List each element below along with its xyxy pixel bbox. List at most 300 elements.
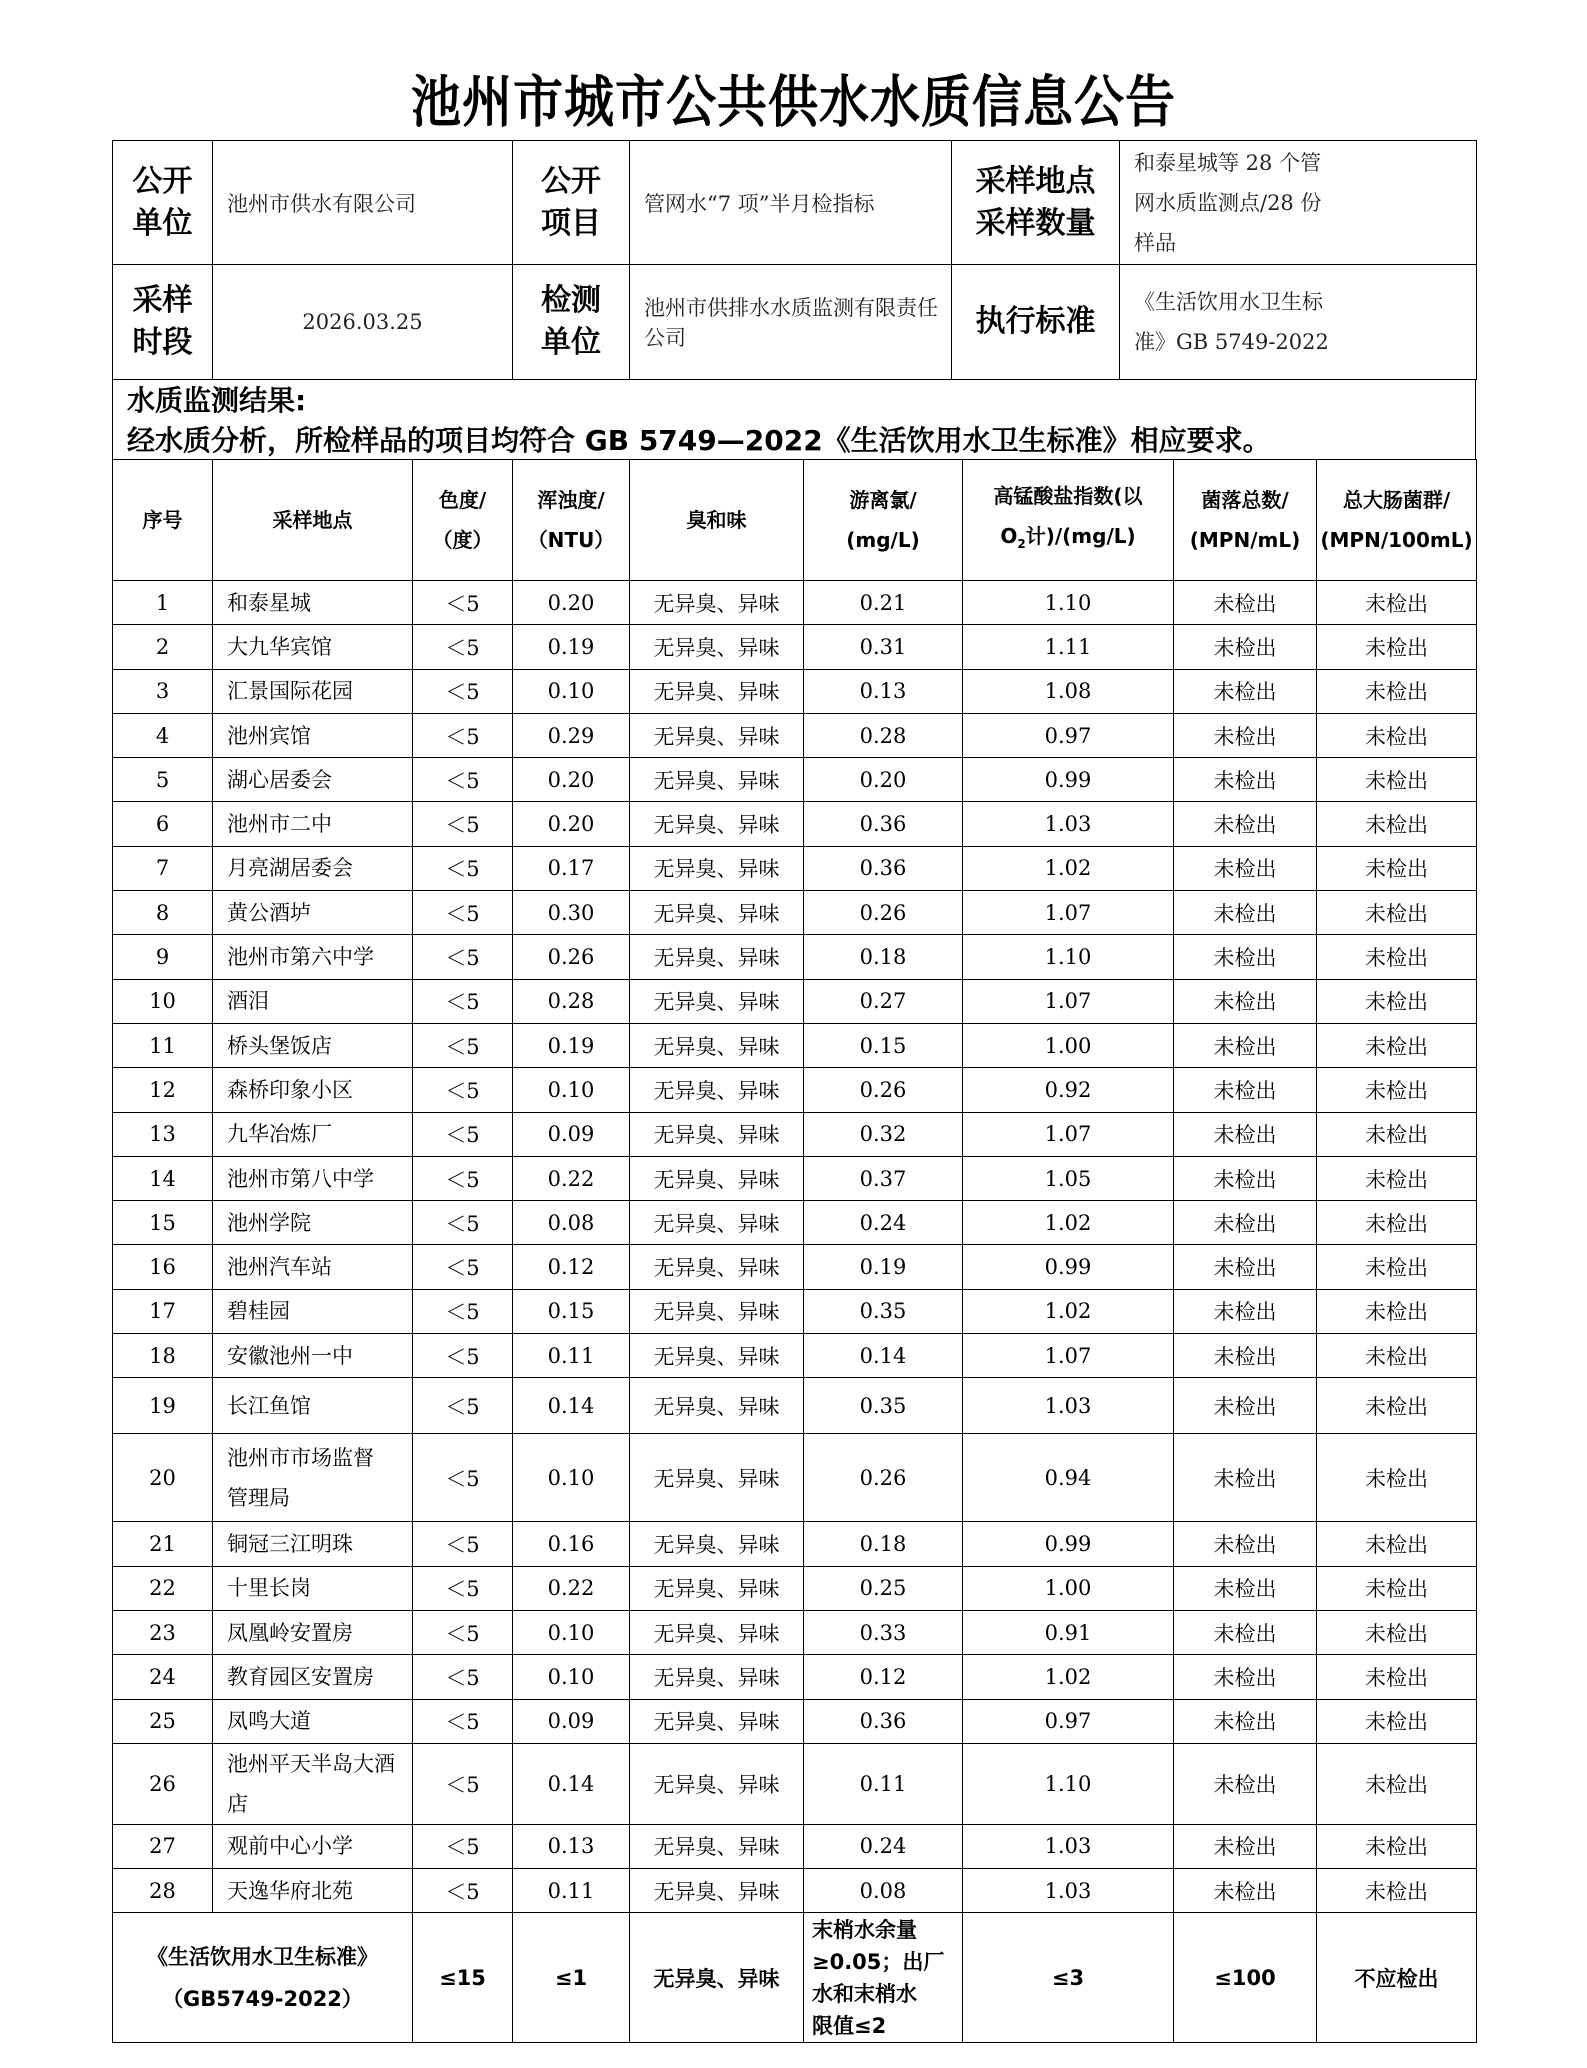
cell-color: ＜5 <box>413 669 513 713</box>
cell-odor: 无异臭、异味 <box>630 1434 804 1522</box>
cell-color: ＜5 <box>413 979 513 1023</box>
cell-chlorine: 0.19 <box>804 1245 963 1289</box>
standard-chlorine-line: 限值≤2 <box>812 2013 887 2038</box>
cell-turbidity: 0.22 <box>513 1566 630 1610</box>
cell-colony: 未检出 <box>1174 1610 1317 1654</box>
table-row <box>113 1869 1477 1913</box>
cell-color: ＜5 <box>413 1743 513 1824</box>
standard-turbidity: ≤1 <box>513 1913 630 2043</box>
cell-cod: 1.00 <box>963 1023 1174 1067</box>
cell-turbidity: 0.10 <box>513 1655 630 1699</box>
cell-cod: 0.99 <box>963 1522 1174 1566</box>
cell-color: ＜5 <box>413 1434 513 1522</box>
cell-site: 汇景国际花园 <box>213 669 413 713</box>
cell-colony: 未检出 <box>1174 1156 1317 1200</box>
label-line: 项目 <box>541 205 601 241</box>
cell-colony: 未检出 <box>1174 1655 1317 1699</box>
table-row <box>113 802 1477 846</box>
cell-odor: 无异臭、异味 <box>630 1023 804 1067</box>
value-line: 准》GB 5749-2022 <box>1134 330 1329 354</box>
standard-name-line: （GB5749-2022） <box>162 1986 363 2011</box>
standard-name <box>113 1913 413 2043</box>
cell-coliform: 未检出 <box>1317 625 1477 669</box>
cell-site: 桥头堡饭店 <box>213 1023 413 1067</box>
cell-coliform: 未检出 <box>1317 581 1477 625</box>
cell-cod: 1.00 <box>963 1566 1174 1610</box>
cell-colony: 未检出 <box>1174 979 1317 1023</box>
cell-cod: 0.94 <box>963 1434 1174 1522</box>
cell-no: 10 <box>113 979 213 1023</box>
cell-turbidity: 0.16 <box>513 1522 630 1566</box>
cell-no: 16 <box>113 1245 213 1289</box>
cell-odor: 无异臭、异味 <box>630 1610 804 1654</box>
table-row <box>113 1743 1477 1824</box>
cell-color: ＜5 <box>413 1245 513 1289</box>
cell-site: 池州市二中 <box>213 802 413 846</box>
cell-colony: 未检出 <box>1174 1068 1317 1112</box>
cell-chlorine: 0.24 <box>804 1201 963 1245</box>
cell-coliform: 未检出 <box>1317 846 1477 890</box>
label-line: 单位 <box>541 325 601 360</box>
cell-colony: 未检出 <box>1174 713 1317 757</box>
cell-coliform: 未检出 <box>1317 1378 1477 1434</box>
header-fragment: 计)/(mg/L) <box>1025 524 1136 548</box>
cell-coliform: 未检出 <box>1317 1245 1477 1289</box>
table-row <box>113 625 1477 669</box>
cell-no: 5 <box>113 758 213 802</box>
cell-turbidity: 0.20 <box>513 802 630 846</box>
cell-no: 12 <box>113 1068 213 1112</box>
cell-site: 铜冠三江明珠 <box>213 1522 413 1566</box>
cell-odor: 无异臭、异味 <box>630 935 804 979</box>
header-line: (MPN/mL) <box>1189 528 1301 552</box>
cell-site: 长江鱼馆 <box>213 1378 413 1434</box>
cell-turbidity: 0.19 <box>513 1023 630 1067</box>
cell-turbidity: 0.26 <box>513 935 630 979</box>
cell-no: 13 <box>113 1112 213 1156</box>
cell-no: 20 <box>113 1434 213 1522</box>
cell-coliform: 未检出 <box>1317 979 1477 1023</box>
lab-value: 池州市供排水水质监测有限责任公司 <box>630 265 952 380</box>
cell-no: 1 <box>113 581 213 625</box>
header-odor <box>630 460 804 581</box>
standard-odor: 无异臭、异味 <box>630 1913 804 2043</box>
cell-turbidity: 0.20 <box>513 581 630 625</box>
cell-no: 18 <box>113 1334 213 1378</box>
cell-cod: 1.07 <box>963 979 1174 1023</box>
cell-odor: 无异臭、异味 <box>630 758 804 802</box>
cell-coliform: 未检出 <box>1317 1610 1477 1654</box>
cell-colony: 未检出 <box>1174 581 1317 625</box>
cell-colony: 未检出 <box>1174 1245 1317 1289</box>
cell-site: 十里长岗 <box>213 1566 413 1610</box>
table-row <box>113 1289 1477 1333</box>
sampling-label <box>952 141 1120 265</box>
info-row-2 <box>113 265 1477 380</box>
cell-color: ＜5 <box>413 1522 513 1566</box>
cell-turbidity: 0.11 <box>513 1869 630 1913</box>
cell-chlorine: 0.20 <box>804 758 963 802</box>
header-line: 菌落总数/ <box>1201 488 1289 512</box>
cell-coliform: 未检出 <box>1317 1068 1477 1112</box>
cell-no: 22 <box>113 1566 213 1610</box>
cell-cod: 0.99 <box>963 758 1174 802</box>
cell-chlorine: 0.15 <box>804 1023 963 1067</box>
cell-cod: 0.99 <box>963 1245 1174 1289</box>
cell-site: 观前中心小学 <box>213 1824 413 1868</box>
standard-value <box>1120 265 1477 380</box>
cell-coliform: 未检出 <box>1317 802 1477 846</box>
cell-turbidity: 0.28 <box>513 979 630 1023</box>
cell-odor: 无异臭、异味 <box>630 625 804 669</box>
header-line: 游离氯/ <box>849 488 917 512</box>
standard-chlorine-line: 末梢水余量 <box>812 1917 917 1942</box>
header-chlorine <box>804 460 963 581</box>
cell-colony: 未检出 <box>1174 1201 1317 1245</box>
cell-site: 池州汽车站 <box>213 1245 413 1289</box>
header-line <box>963 516 1173 564</box>
cell-site: 和泰星城 <box>213 581 413 625</box>
cell-cod: 1.10 <box>963 935 1174 979</box>
header-line: 高锰酸盐指数(以 <box>993 484 1143 508</box>
cell-odor: 无异臭、异味 <box>630 1869 804 1913</box>
table-row <box>113 713 1477 757</box>
cell-turbidity: 0.15 <box>513 1289 630 1333</box>
cell-odor: 无异臭、异味 <box>630 1655 804 1699</box>
cell-site: 池州市市场监督管理局 <box>213 1434 413 1522</box>
cell-colony: 未检出 <box>1174 1434 1317 1522</box>
cell-color: ＜5 <box>413 1023 513 1067</box>
cell-odor: 无异臭、异味 <box>630 669 804 713</box>
cell-coliform: 未检出 <box>1317 758 1477 802</box>
cell-colony: 未检出 <box>1174 625 1317 669</box>
cell-turbidity: 0.08 <box>513 1201 630 1245</box>
header-line: (MPN/100mL) <box>1320 528 1473 552</box>
table-row <box>113 758 1477 802</box>
cell-colony: 未检出 <box>1174 1112 1317 1156</box>
cell-colony: 未检出 <box>1174 1824 1317 1868</box>
cell-color: ＜5 <box>413 1699 513 1743</box>
cell-cod: 1.10 <box>963 581 1174 625</box>
header-line: 浑浊度/ <box>537 488 605 512</box>
cell-chlorine: 0.14 <box>804 1334 963 1378</box>
label-line: 公开 <box>541 163 601 199</box>
cell-no: 11 <box>113 1023 213 1067</box>
header-line: 序号 <box>142 508 183 532</box>
cell-coliform: 未检出 <box>1317 935 1477 979</box>
cell-chlorine: 0.36 <box>804 802 963 846</box>
cell-turbidity: 0.14 <box>513 1743 630 1824</box>
cell-odor: 无异臭、异味 <box>630 1378 804 1434</box>
cell-cod: 1.02 <box>963 1201 1174 1245</box>
header-line: 总大肠菌群/ <box>1342 488 1451 512</box>
cell-coliform: 未检出 <box>1317 1434 1477 1522</box>
cell-coliform: 未检出 <box>1317 1201 1477 1245</box>
cell-turbidity: 0.13 <box>513 1824 630 1868</box>
cell-chlorine: 0.18 <box>804 935 963 979</box>
cell-turbidity: 0.10 <box>513 1068 630 1112</box>
header-line: （度） <box>432 528 493 552</box>
table-row <box>113 1655 1477 1699</box>
cell-chlorine: 0.32 <box>804 1112 963 1156</box>
cell-coliform: 未检出 <box>1317 1334 1477 1378</box>
sampling-value <box>1120 141 1477 265</box>
header-fragment: O <box>1000 524 1018 548</box>
cell-colony: 未检出 <box>1174 935 1317 979</box>
cell-chlorine: 0.28 <box>804 713 963 757</box>
cell-color: ＜5 <box>413 758 513 802</box>
cell-cod: 0.97 <box>963 713 1174 757</box>
cell-coliform: 未检出 <box>1317 1566 1477 1610</box>
table-row <box>113 846 1477 890</box>
standard-name-line: 《生活饮用水卫生标准》 <box>147 1944 378 1969</box>
results-section <box>112 379 1476 459</box>
cell-no: 14 <box>113 1156 213 1200</box>
cell-turbidity: 0.10 <box>513 1610 630 1654</box>
table-row <box>113 1068 1477 1112</box>
cell-coliform: 未检出 <box>1317 891 1477 935</box>
label-line: 采样地点 <box>975 163 1096 199</box>
cell-cod: 1.03 <box>963 1378 1174 1434</box>
cell-colony: 未检出 <box>1174 1378 1317 1434</box>
cell-no: 2 <box>113 625 213 669</box>
table-row <box>113 1610 1477 1654</box>
cell-chlorine: 0.24 <box>804 1824 963 1868</box>
cell-odor: 无异臭、异味 <box>630 891 804 935</box>
cell-chlorine: 0.35 <box>804 1378 963 1434</box>
cell-color: ＜5 <box>413 891 513 935</box>
cell-cod: 0.91 <box>963 1610 1174 1654</box>
cell-color: ＜5 <box>413 1201 513 1245</box>
lab-label <box>513 265 630 380</box>
value-line: 和泰星城等 28 个管 <box>1134 150 1322 175</box>
cell-turbidity: 0.14 <box>513 1378 630 1434</box>
cell-coliform: 未检出 <box>1317 1023 1477 1067</box>
header-line: (mg/L) <box>846 528 920 552</box>
cell-cod: 1.10 <box>963 1743 1174 1824</box>
cell-coliform: 未检出 <box>1317 1869 1477 1913</box>
water-quality-table <box>112 459 1477 2043</box>
cell-odor: 无异臭、异味 <box>630 1201 804 1245</box>
cell-cod: 1.05 <box>963 1156 1174 1200</box>
cell-odor: 无异臭、异味 <box>630 1522 804 1566</box>
cell-coliform: 未检出 <box>1317 1824 1477 1868</box>
cell-chlorine: 0.11 <box>804 1743 963 1824</box>
cell-colony: 未检出 <box>1174 669 1317 713</box>
cell-cod: 1.02 <box>963 1655 1174 1699</box>
cell-coliform: 未检出 <box>1317 1156 1477 1200</box>
cell-no: 6 <box>113 802 213 846</box>
cell-coliform: 未检出 <box>1317 1522 1477 1566</box>
cell-cod: 0.92 <box>963 1068 1174 1112</box>
cell-odor: 无异臭、异味 <box>630 1334 804 1378</box>
standard-color: ≤15 <box>413 1913 513 2043</box>
label-line: 单位 <box>132 205 193 241</box>
cell-coliform: 未检出 <box>1317 1743 1477 1824</box>
subscript: 2 <box>1017 537 1026 551</box>
cell-color: ＜5 <box>413 846 513 890</box>
cell-site: 池州市第六中学 <box>213 935 413 979</box>
cell-no: 24 <box>113 1655 213 1699</box>
cell-chlorine: 0.13 <box>804 669 963 713</box>
cell-colony: 未检出 <box>1174 1869 1317 1913</box>
cell-chlorine: 0.26 <box>804 1068 963 1112</box>
cell-no: 19 <box>113 1378 213 1434</box>
cell-no: 3 <box>113 669 213 713</box>
cell-color: ＜5 <box>413 1156 513 1200</box>
header-no <box>113 460 213 581</box>
table-row <box>113 1824 1477 1868</box>
cell-site: 池州宾馆 <box>213 713 413 757</box>
publisher-value: 池州市供水有限公司 <box>213 141 513 265</box>
info-table <box>112 140 1477 380</box>
cell-coliform: 未检出 <box>1317 1655 1477 1699</box>
cell-no: 9 <box>113 935 213 979</box>
header-line: （NTU） <box>527 528 615 552</box>
publisher-label <box>113 141 213 265</box>
info-row-1 <box>113 141 1477 265</box>
cell-odor: 无异臭、异味 <box>630 1156 804 1200</box>
cell-odor: 无异臭、异味 <box>630 1566 804 1610</box>
table-row <box>113 669 1477 713</box>
cell-no: 27 <box>113 1824 213 1868</box>
header-coliform <box>1317 460 1477 581</box>
results-conclusion: 经水质分析，所检样品的项目均符合 GB 5749—2022《生活饮用水卫生标准》相应要求。 <box>127 424 1271 457</box>
cell-chlorine: 0.37 <box>804 1156 963 1200</box>
item-value: 管网水“7 项”半月检指标 <box>630 141 952 265</box>
cell-chlorine: 0.36 <box>804 1699 963 1743</box>
cell-color: ＜5 <box>413 1112 513 1156</box>
cell-odor: 无异臭、异味 <box>630 802 804 846</box>
table-row <box>113 1434 1477 1522</box>
cell-odor: 无异臭、异味 <box>630 713 804 757</box>
header-line: 色度/ <box>438 488 487 512</box>
cell-coliform: 未检出 <box>1317 1699 1477 1743</box>
cell-cod: 1.03 <box>963 1869 1174 1913</box>
cell-odor: 无异臭、异味 <box>630 1245 804 1289</box>
cell-colony: 未检出 <box>1174 758 1317 802</box>
cell-site: 黄公酒垆 <box>213 891 413 935</box>
standard-limits-row <box>113 1913 1477 2043</box>
cell-color: ＜5 <box>413 625 513 669</box>
cell-color: ＜5 <box>413 1334 513 1378</box>
header-site <box>213 460 413 581</box>
cell-no: 25 <box>113 1699 213 1743</box>
cell-site: 天逸华府北苑 <box>213 1869 413 1913</box>
table-row <box>113 1201 1477 1245</box>
header-cod <box>963 460 1174 581</box>
cell-site: 教育园区安置房 <box>213 1655 413 1699</box>
value-line: 《生活饮用水卫生标 <box>1134 290 1323 314</box>
header-turbidity <box>513 460 630 581</box>
cell-turbidity: 0.11 <box>513 1334 630 1378</box>
standard-chlorine <box>804 1913 963 2043</box>
cell-site: 凤鸣大道 <box>213 1699 413 1743</box>
cell-cod: 1.07 <box>963 1112 1174 1156</box>
cell-coliform: 未检出 <box>1317 713 1477 757</box>
cell-site: 九华冶炼厂 <box>213 1112 413 1156</box>
cell-odor: 无异臭、异味 <box>630 846 804 890</box>
cell-color: ＜5 <box>413 1068 513 1112</box>
cell-turbidity: 0.12 <box>513 1245 630 1289</box>
cell-chlorine: 0.26 <box>804 1434 963 1522</box>
cell-turbidity: 0.20 <box>513 758 630 802</box>
cell-site: 池州学院 <box>213 1201 413 1245</box>
cell-no: 26 <box>113 1743 213 1824</box>
table-row <box>113 1112 1477 1156</box>
value-line: 样品 <box>1134 230 1176 255</box>
cell-chlorine: 0.31 <box>804 625 963 669</box>
cell-color: ＜5 <box>413 581 513 625</box>
cell-turbidity: 0.10 <box>513 1434 630 1522</box>
cell-odor: 无异臭、异味 <box>630 1699 804 1743</box>
cell-chlorine: 0.33 <box>804 1610 963 1654</box>
page-title: 池州市城市公共供水水质信息公告 <box>411 70 1176 135</box>
cell-color: ＜5 <box>413 1566 513 1610</box>
table-row <box>113 1699 1477 1743</box>
standard-label: 执行标准 <box>952 265 1120 380</box>
cell-no: 7 <box>113 846 213 890</box>
cell-no: 15 <box>113 1201 213 1245</box>
cell-colony: 未检出 <box>1174 1566 1317 1610</box>
label-line: 时段 <box>132 325 193 360</box>
cell-chlorine: 0.27 <box>804 979 963 1023</box>
table-row <box>113 1156 1477 1200</box>
cell-cod: 1.03 <box>963 1824 1174 1868</box>
standard-coliform: 不应检出 <box>1317 1913 1477 2043</box>
label-line: 公开 <box>132 163 193 199</box>
standard-chlorine-line: ≥0.05；出厂 <box>812 1949 945 1974</box>
cell-chlorine: 0.18 <box>804 1522 963 1566</box>
cell-turbidity: 0.09 <box>513 1699 630 1743</box>
header-colony <box>1174 460 1317 581</box>
cell-chlorine: 0.26 <box>804 891 963 935</box>
label-line: 检测 <box>541 283 601 318</box>
cell-site: 池州平天半岛大酒店 <box>213 1743 413 1824</box>
cell-site: 池州市第八中学 <box>213 1156 413 1200</box>
cell-turbidity: 0.30 <box>513 891 630 935</box>
label-line: 采样 <box>132 283 193 318</box>
cell-site: 森桥印象小区 <box>213 1068 413 1112</box>
table-row <box>113 1334 1477 1378</box>
cell-cod: 1.02 <box>963 1289 1174 1333</box>
table-header-row <box>113 460 1477 581</box>
cell-turbidity: 0.17 <box>513 846 630 890</box>
cell-color: ＜5 <box>413 802 513 846</box>
standard-cod: ≤3 <box>963 1913 1174 2043</box>
cell-site: 酒泪 <box>213 979 413 1023</box>
cell-color: ＜5 <box>413 1869 513 1913</box>
table-row <box>113 1566 1477 1610</box>
standard-colony: ≤100 <box>1174 1913 1317 2043</box>
cell-site: 月亮湖居委会 <box>213 846 413 890</box>
table-row <box>113 891 1477 935</box>
cell-coliform: 未检出 <box>1317 669 1477 713</box>
cell-chlorine: 0.08 <box>804 1869 963 1913</box>
cell-color: ＜5 <box>413 713 513 757</box>
cell-no: 4 <box>113 713 213 757</box>
cell-cod: 1.11 <box>963 625 1174 669</box>
cell-colony: 未检出 <box>1174 1522 1317 1566</box>
cell-chlorine: 0.25 <box>804 1566 963 1610</box>
cell-chlorine: 0.35 <box>804 1289 963 1333</box>
table-row <box>113 1522 1477 1566</box>
cell-color: ＜5 <box>413 935 513 979</box>
cell-colony: 未检出 <box>1174 802 1317 846</box>
cell-cod: 1.02 <box>963 846 1174 890</box>
cell-colony: 未检出 <box>1174 891 1317 935</box>
table-row <box>113 581 1477 625</box>
